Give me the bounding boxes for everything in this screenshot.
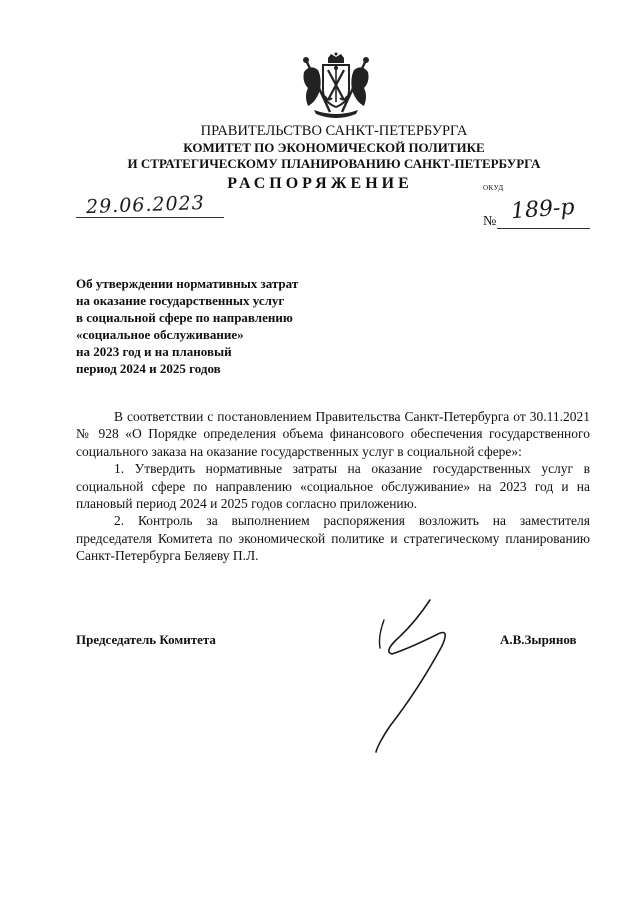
date-underline [76,217,224,218]
preamble-paragraph: В соответствии с постановлением Правительства Санкт-Петербурга от 30.11.2021 № 928 «О Порядке определения объема финансового обеспечения государственного социального заказа на оказание государственных услуг в социальной сфере»: [76,409,590,459]
subject-line: на 2023 год и на плановый [76,344,232,359]
signatory-title: Председатель Комитета [76,632,216,647]
document-type: РАСПОРЯЖЕНИЕ [227,175,413,192]
document-body [76,408,590,565]
saint-petersburg-coat-of-arms-icon [300,52,372,118]
subject-line: на оказание государственных услуг [76,293,285,308]
signatory-name: А.В.Зырянов [500,632,577,647]
item-1-paragraph: 1. Утвердить нормативные затраты на оказание государственных услуг в социальной сфере по направлению «социальное обслуживание» на 2023 год и на плановый период 2024 и 2025 годов согласно приложению. [76,461,590,512]
okud-label: ОКУД [483,184,504,192]
committee-title-line1: КОМИТЕТ ПО ЭКОНОМИЧЕСКОЙ ПОЛИТИКЕ [183,140,485,155]
number-underline [497,228,590,229]
subject-line: Об утверждении нормативных затрат [76,276,299,291]
government-title: ПРАВИТЕЛЬСТВО САНКТ-ПЕТЕРБУРГА [200,123,468,139]
subject-line: в социальной сфере по направлению [76,310,293,325]
handwritten-signature [318,594,478,754]
document-subject [76,275,356,377]
number-label: № [483,214,497,229]
subject-line: период 2024 и 2025 годов [76,361,221,376]
committee-title-line2: И СТРАТЕГИЧЕСКОМУ ПЛАНИРОВАНИЮ САНКТ-ПЕТЕРБУРГА [127,156,541,171]
item-2-paragraph: 2. Контроль за выполнением распоряжения возложить на заместителя председателя Комитета по экономической политике и стратегическому планированию Санкт-Петербурга Беляеву П.Л. [76,513,590,564]
subject-line: «социальное обслуживание» [76,327,244,342]
handwritten-number: 189-р [510,194,576,225]
handwritten-date: 29.06.2023 [85,191,206,219]
